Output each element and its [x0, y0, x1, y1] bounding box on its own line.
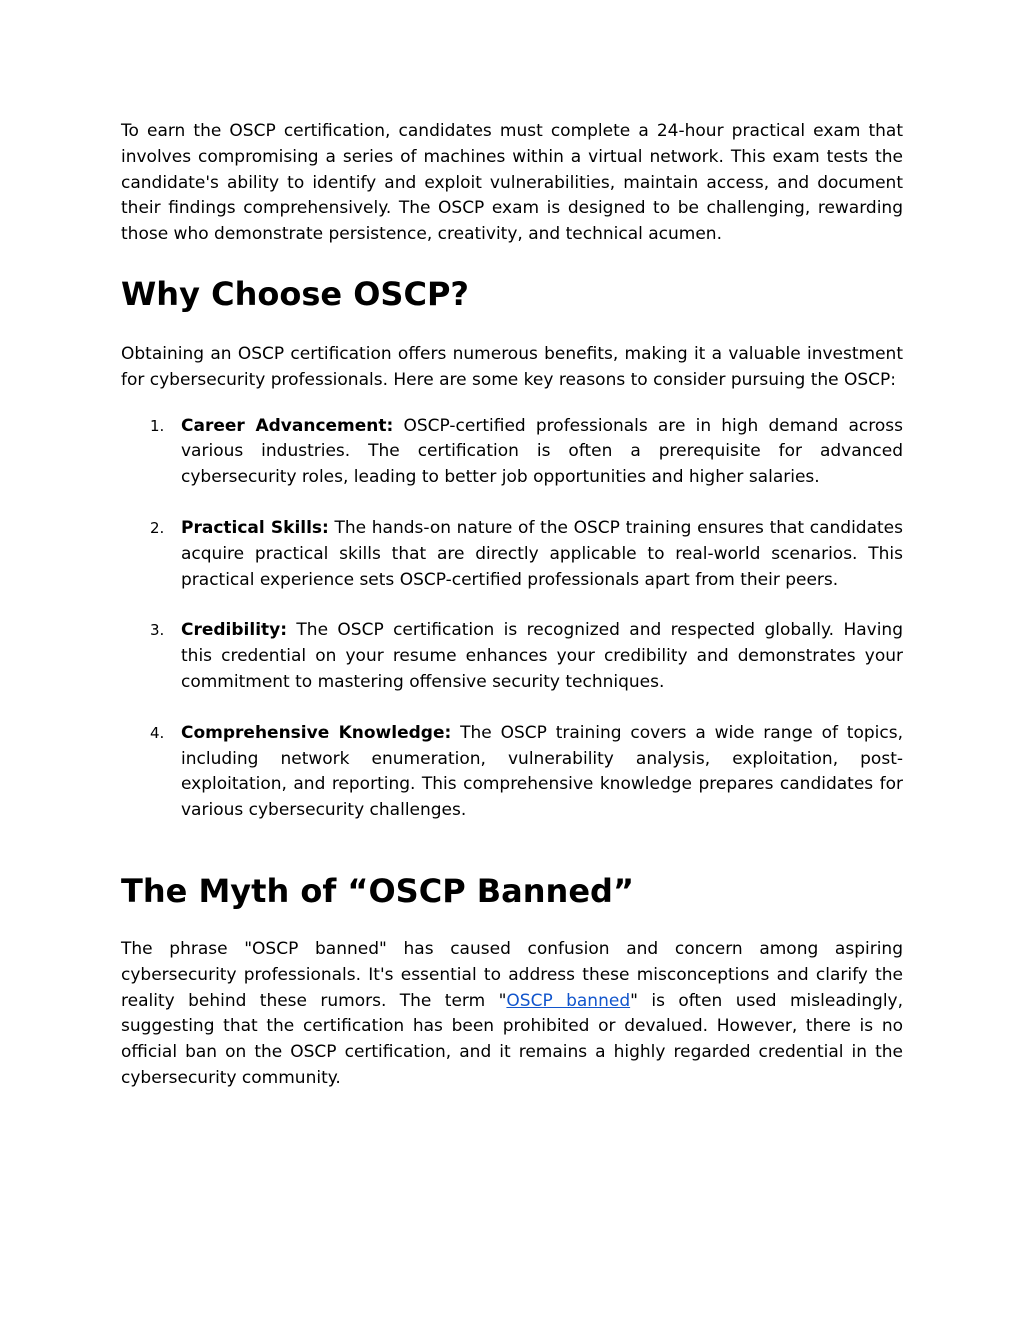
list-item-text: OSCP-certified professionals are in high demand across various industries. The certification is often a prerequisite for advanced cybersecurity roles, leading to better job opportunities and higher salaries.	[181, 415, 903, 488]
list-item	[121, 721, 903, 824]
list-item	[121, 618, 903, 695]
why-choose-intro-paragraph: Obtaining an OSCP certification offers numerous benefits, making it a valuable investment for cybersecurity professionals. Here are some key reasons to consider pursuing the OSCP:	[121, 343, 903, 390]
document-page	[121, 119, 903, 1092]
myth-text-after-link: " is often used misleadingly, suggesting that the certification has been prohibited or devalued. However, there is no official ban on the OSCP certification, and it remains a highly regarded credential in the cybersecurity community.	[121, 990, 904, 1088]
list-item-number: 2.	[150, 518, 165, 537]
myth-paragraph	[121, 937, 903, 1092]
oscp-banned-link[interactable]: OSCP banned	[506, 990, 631, 1011]
list-item-term: Career Advancement:	[181, 415, 394, 436]
list-item-number: 3.	[150, 621, 165, 640]
list-item-term: Credibility:	[181, 620, 288, 641]
myth-text-before-link: The phrase "OSCP banned" has caused confusion and concern among aspiring cybersecurity professionals. It's essential to address these misconceptions and clarify the reality behind these rumors. The term "	[121, 938, 903, 1011]
list-item-text: The OSCP certification is recognized and respected globally. Having this credential on your resume enhances your credibility and demonstrates your commitment to mastering offensive security techniques.	[181, 620, 903, 692]
list-item-text: The hands-on nature of the OSCP training ensures that candidates acquire practical skills that are directly applicable to real-world scenarios. This practical experience sets OSCP-certified professionals apart from their peers.	[181, 517, 903, 590]
list-item-term: Comprehensive Knowledge:	[181, 722, 452, 743]
section-heading-why-choose-oscp: Why Choose OSCP?	[121, 274, 469, 313]
intro-paragraph: To earn the OSCP certification, candidates must complete a 24-hour practical exam that involves compromising a series of machines within a virtual network. This exam tests the candidate's ability to identify and exploit vulnerabilities, maintain access, and document their findings comprehensively. The OSCP exam is designed to be challenging, rewarding those who demonstrate persistence, creativity, and technical acumen.	[121, 121, 903, 245]
reasons-list	[121, 414, 903, 824]
list-item	[121, 414, 903, 491]
list-item-number: 1.	[150, 416, 165, 435]
list-item-number: 4.	[150, 723, 165, 742]
list-item	[121, 516, 903, 593]
list-item-text: The OSCP training covers a wide range of topics, including network enumeration, vulnerability analysis, exploitation, post-exploitation, and reporting. This comprehensive knowledge prepares candidates for various cybersecurity challenges.	[181, 722, 903, 821]
section-heading-myth-oscp-banned: The Myth of “OSCP Banned”	[121, 871, 634, 910]
list-item-term: Practical Skills:	[181, 517, 329, 538]
